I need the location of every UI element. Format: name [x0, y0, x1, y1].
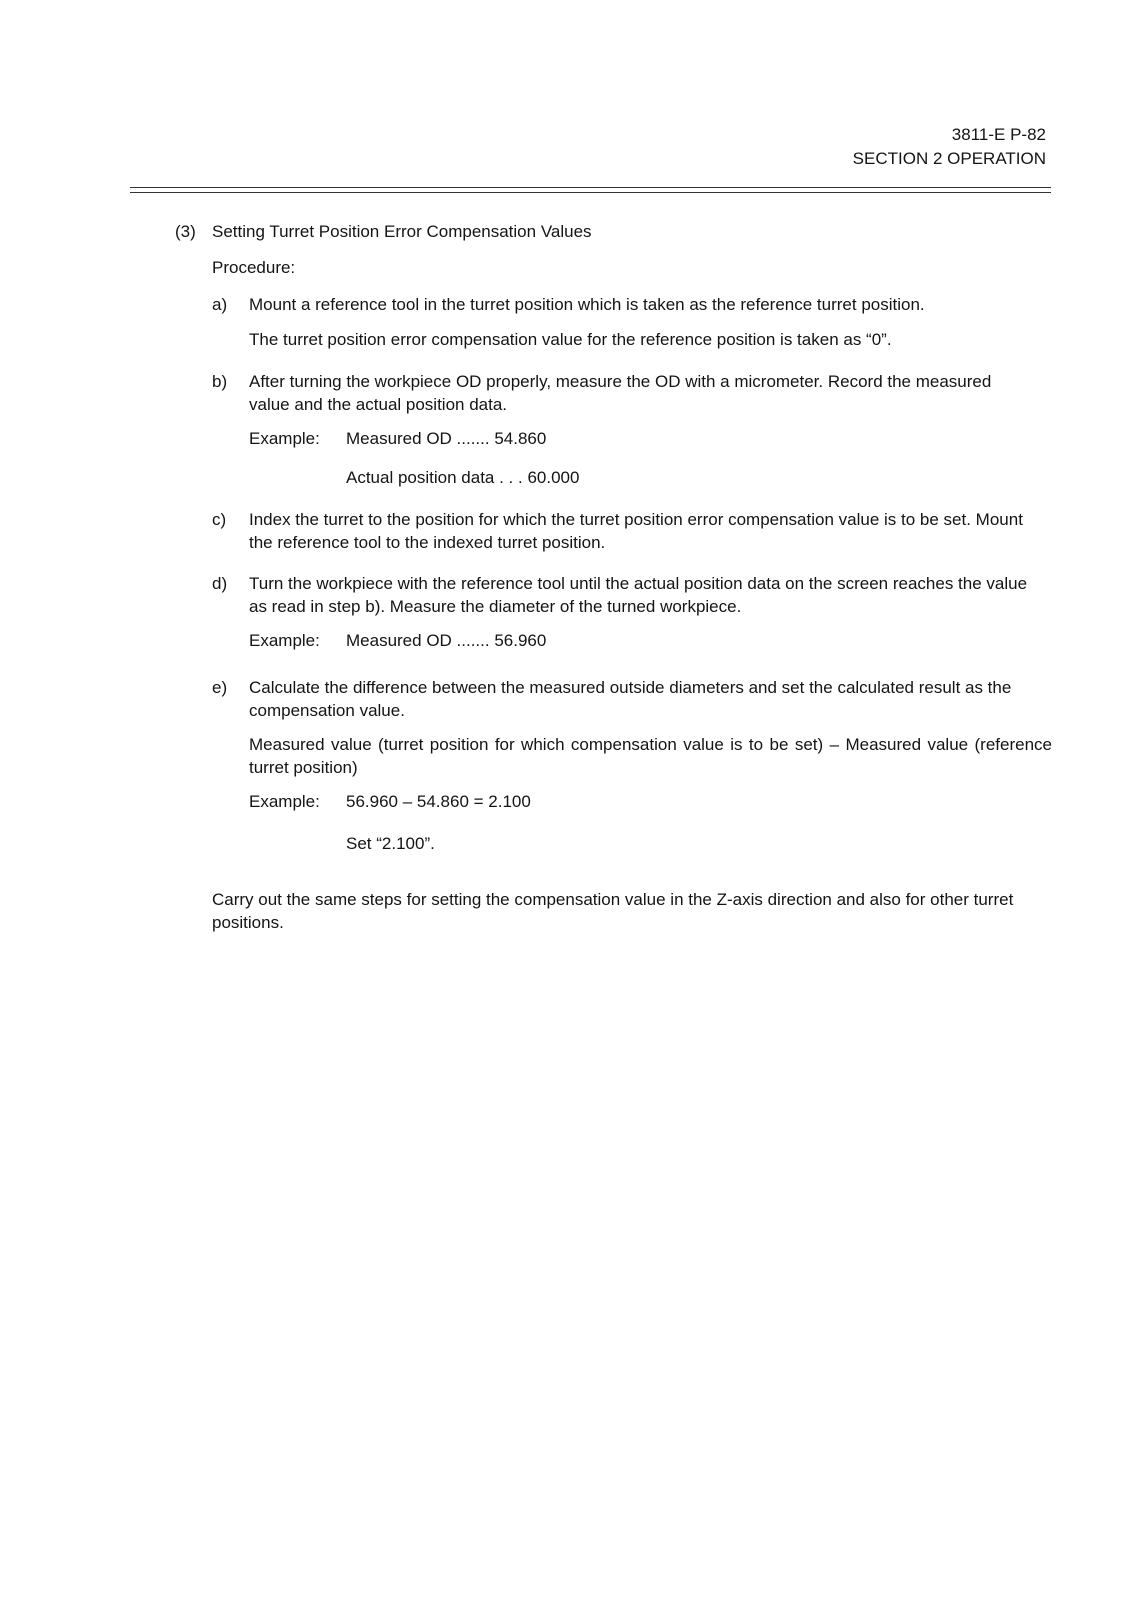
- step-e-letter: e): [212, 678, 228, 697]
- step-b-text: After turning the workpiece OD properly, measure the OD with a micrometer. Record the measured value and the actual position data.: [249, 372, 992, 414]
- step-a-letter: a): [212, 295, 228, 314]
- step-b-example-label: Example:: [249, 429, 320, 448]
- step-d-letter: d): [212, 574, 228, 593]
- step-d-example-label: Example:: [249, 631, 320, 650]
- step-b-example-line1: Measured OD ....... 54.860: [346, 429, 547, 448]
- closing-paragraph: Carry out the same steps for setting the compensation value in the Z-axis direction and also for other turret positions.: [212, 890, 1014, 932]
- header-rule-top: [130, 187, 1051, 188]
- section-heading: SECTION 2 OPERATION: [852, 149, 1046, 168]
- step-e-example-line2: Set “2.100”.: [346, 834, 435, 853]
- step-e-example-line1: 56.960 – 54.860 = 2.100: [346, 792, 531, 811]
- document-page-number: 3811-E P-82: [951, 125, 1046, 144]
- page-header: [853, 123, 1046, 171]
- procedure-label: Procedure:: [212, 258, 296, 277]
- step-d-text: Turn the workpiece with the reference tool until the actual position data on the screen reaches the value as read in step b). Measure the diameter of the turned workpiece.: [249, 574, 1028, 616]
- step-c-letter: c): [212, 510, 227, 529]
- header-rule-bottom: [130, 192, 1051, 193]
- section-number: (3): [175, 222, 196, 241]
- step-a-line2: The turret position error compensation value for the reference position is taken as “0”.: [249, 330, 892, 349]
- step-c-text: Index the turret to the position for which the turret position error compensation value is to be set. Mount the reference tool to the indexed turret position.: [249, 510, 1023, 552]
- step-a-line1: Mount a reference tool in the turret position which is taken as the reference turret position.: [249, 295, 925, 314]
- step-e-example-label: Example:: [249, 792, 320, 811]
- step-d-example-line1: Measured OD ....... 56.960: [346, 631, 547, 650]
- step-e-text2: Measured value (turret position for which compensation value is to be set) – Measured value (reference turret position): [249, 735, 1052, 777]
- section-title: Setting Turret Position Error Compensation Values: [212, 222, 592, 241]
- step-e-text1: Calculate the difference between the measured outside diameters and set the calculated result as the compensation value.: [249, 678, 1012, 720]
- step-b-letter: b): [212, 372, 228, 391]
- step-b-example-line2: Actual position data . . . 60.000: [346, 468, 580, 487]
